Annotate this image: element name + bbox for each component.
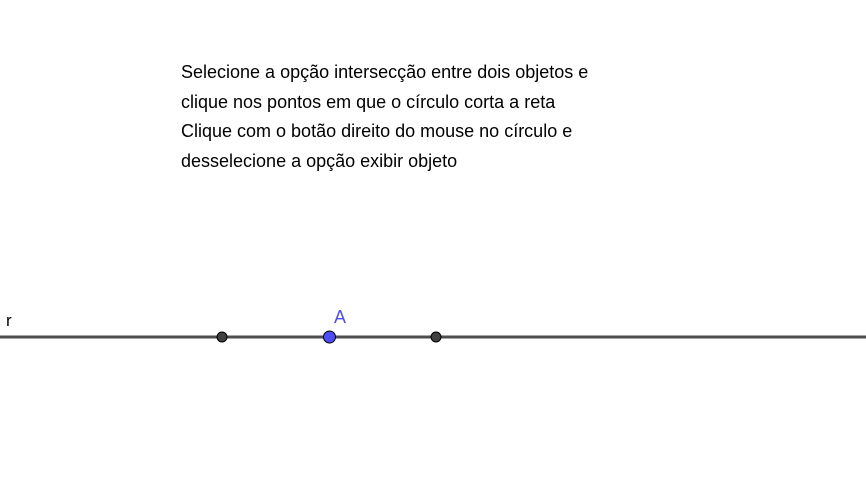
point-a-label[interactable]: A [334,307,347,327]
point-a[interactable] [324,331,336,343]
instruction-line: desselecione a opção exibir objeto [181,150,458,171]
instruction-line: clique nos pontos em que o círculo corta a reta [181,91,556,112]
defining-point-right[interactable] [431,332,441,342]
line-r-label[interactable]: r [6,311,12,330]
instruction-line: Selecione a opção intersecção entre dois objetos e [181,62,589,82]
instruction-line: Clique com o botão direito do mouse no círculo e [181,121,573,141]
defining-point-left[interactable] [217,332,227,342]
